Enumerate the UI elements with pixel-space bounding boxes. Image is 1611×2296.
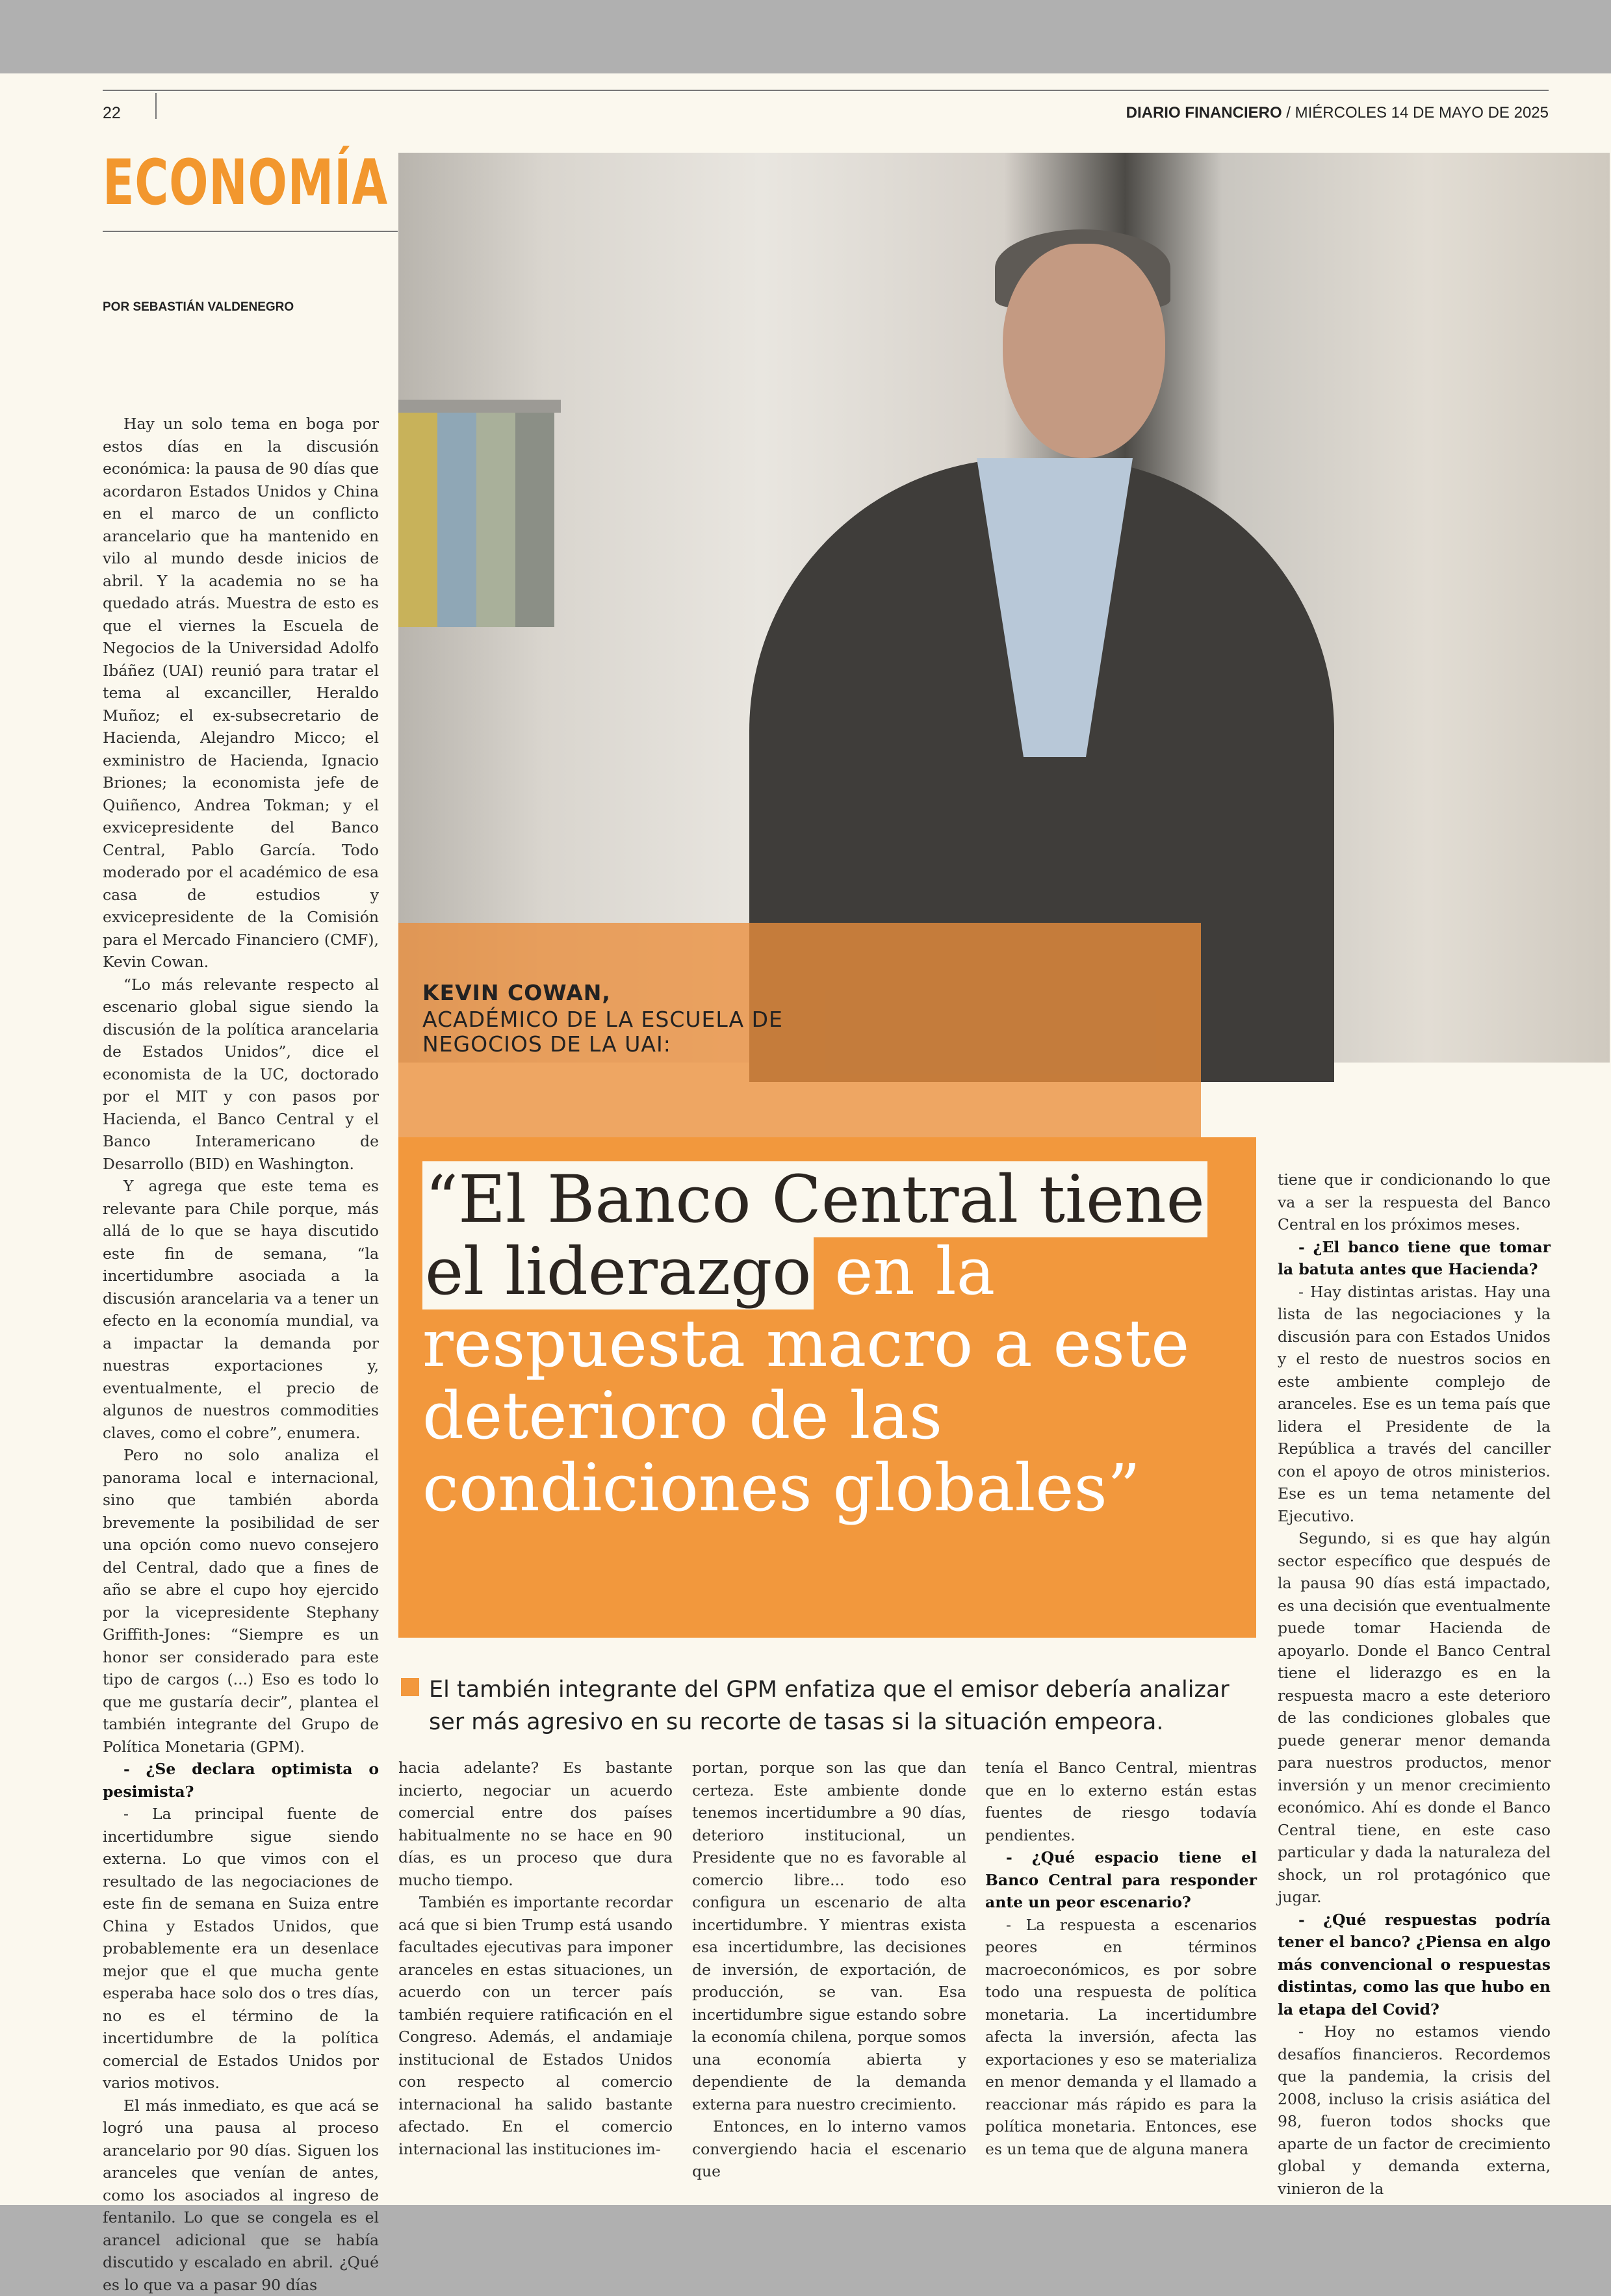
article-column-3 bbox=[692, 1757, 966, 2047]
article-column-1 bbox=[103, 413, 379, 2047]
interview-question: - ¿Qué respuestas podría tener el banco? ¿Piensa en algo más convencional o respuestas distintas, como las que hubo en la etapa del Covid? bbox=[1278, 1909, 1551, 2021]
interview-question: - ¿Qué espacio tiene el Banco Central para responder ante un peor escenario? bbox=[985, 1846, 1257, 1914]
article-paragraph: También es importante recordar acá que si bien Trump está usando facultades ejecutivas para imponer aranceles en estas situaciones, un acuerdo con un tercer país también requiere ratificación en el Congreso. Además, el andamiaje institucional de Estados Unidos con respecto al comercio internacional ha salido bastante afectado. En el comercio internacional las instituciones im- bbox=[398, 1891, 673, 2160]
article-paragraph: - Hay distintas aristas. Hay una lista de las negociaciones y la discusión para con Estados Unidos y el resto de nuestros socios en este ambiente complejo de aranceles. Ese es un tema país que lidera el Presidente de la República a través del canciller con el apoyo de otros ministerios. Ese es un tema netamente del Ejecutivo. bbox=[1278, 1281, 1551, 1528]
caption-name: KEVIN COWAN, bbox=[422, 980, 611, 1005]
article-column-4 bbox=[985, 1757, 1257, 2047]
article-paragraph: Pero no solo analiza el panorama local e internacional, sino que también aborda brevemente la posibilidad de ser una opción como nuevo consejero del Central, dado que a fines de año se abre el cupo hoy ejercido por la vicepresidente Stephany Griffith-Jones: “Siempre es un honor ser considerado para este tipo de cargos (...) Eso es todo lo que me gustaría decir”, plantea el también integrante del Grupo de Política Monetaria (GPM). bbox=[103, 1444, 379, 1758]
article-paragraph: hacia adelante? Es bastante incierto, negociar un acuerdo comercial entre dos países habitualmente no se hace en 90 días, es un proceso que dura mucho tiempo. bbox=[398, 1757, 673, 1891]
header-rule bbox=[103, 90, 1549, 91]
article-paragraph: tenía el Banco Central, mientras que en lo externo están estas fuentes de riesgo todavía pendientes. bbox=[985, 1757, 1257, 1846]
headline-rest: en la respuesta macro a este deterioro de las condiciones globales” bbox=[422, 1233, 1189, 1526]
page-number: 22 bbox=[103, 104, 121, 123]
caption-title: ACADÉMICO DE LA ESCUELA DE NEGOCIOS DE LA UAI: bbox=[422, 1007, 877, 1057]
article-paragraph: portan, porque son las que dan certeza. Este ambiente donde tenemos incertidumbre a 90 días, deterioro institucional, un Presidente que no es favorable al comercio libre... todo eso configura un escenario de alta incertidumbre. Y mientras exista esa incertidumbre, las decisiones de inversión, de exportación, de producción, se van. Esa incertidumbre sigue estando sobre la economía chilena, porque somos una economía abierta y dependiente de la demanda externa para nuestro crecimiento. bbox=[692, 1757, 966, 2115]
byline: POR SEBASTIÁN VALDENEGRO bbox=[103, 300, 294, 315]
section-rule bbox=[103, 231, 398, 232]
photo-face bbox=[1003, 244, 1165, 458]
article-paragraph: - La respuesta a escenarios peores en términos macroeconómicos, es por sobre todo una respuesta de política monetaria. La incertidumbre afecta la inversión, afecta las exportaciones y eso se materializa en menor demanda y el llamado a reaccionar más rápido es para la política monetaria. Entonces, ese es un tema que de alguna manera bbox=[985, 1914, 1257, 2161]
article-column-5 bbox=[1278, 1168, 1551, 2047]
subheadline-bullet bbox=[401, 1678, 419, 1696]
interview-question: - ¿Se declara optimista o pesimista? bbox=[103, 1758, 379, 1803]
masthead bbox=[1126, 104, 1549, 122]
article-paragraph: - Hoy no estamos viendo desafíos financieros. Recordemos que la pandemia, la crisis del 2008, incluso la crisis asiática del 98, fueron todos shocks que aparte de un factor de crecimiento global y demanda externa, vinieron de la bbox=[1278, 2020, 1551, 2200]
issue-date: / MIÉRCOLES 14 DE MAYO DE 2025 bbox=[1286, 104, 1549, 122]
article-paragraph: - La principal fuente de incertidumbre sigue siendo externa. Lo que vimos con el resultado de las negociaciones de este fin de semana en Suiza entre China y Estados Unidos, que probablemente era un desenlace mejor que el que mucha gente esperaba hace solo dos o tres días, no es el término de la incertidumbre de la política comercial de Estados Unidos por varios motivos. bbox=[103, 1803, 379, 2095]
photo-binders bbox=[398, 413, 554, 627]
article-paragraph: tiene que ir condicionando lo que va a ser la respuesta del Banco Central en los próximos meses. bbox=[1278, 1168, 1551, 1236]
headline bbox=[422, 1163, 1254, 1524]
article-paragraph: Hay un solo tema en boga por estos días en la discusión económica: la pausa de 90 días que acordaron Estados Unidos y China en el marco de un conflicto arancelario que ha mantenido en vilo al mundo desde inicios de abril. Y la academia no se ha quedado atrás. Muestra de esto es que el viernes la Escuela de Negocios de la Universidad Adolfo Ibáñez (UAI) reunió para tratar el tema al excanciller, Heraldo Muñoz; el ex-subsecretario de Hacienda, Alejandro Micco; el exministro de Hacienda, Ignacio Briones; la economista jefe de Quiñenco, Andrea Tokman; y el exvicepresidente del Banco Central, Pablo García. Todo moderado por el académico de esa casa de estudios y exvicepresidente de la Comisión para el Mercado Financiero (CMF), Kevin Cowan. bbox=[103, 413, 379, 974]
subheadline: El también integrante del GPM enfatiza que el emisor debería analizar ser más agresivo en su recorte de tasas si la situación empeora. bbox=[429, 1673, 1267, 1738]
headline-highlighted: “El Banco Central tiene el liderazgo bbox=[422, 1161, 1207, 1309]
header-divider bbox=[155, 93, 157, 119]
interview-question: - ¿El banco tiene que tomar la batuta antes que Hacienda? bbox=[1278, 1236, 1551, 1281]
article-paragraph: Entonces, en lo interno vamos convergiendo hacia el escenario que bbox=[692, 2115, 966, 2183]
newspaper-name: DIARIO FINANCIERO bbox=[1126, 104, 1282, 122]
article-paragraph: El más inmediato, es que acá se logró una pausa al proceso arancelario por 90 días. Siguen los aranceles que venían de antes, como los asociados al ingreso de fentanilo. Lo que se congela es el arancel adicional que se había discutido y escalado en abril. ¿Qué es lo que va a pasar 90 días bbox=[103, 2095, 379, 2296]
photo-shelf bbox=[398, 400, 561, 413]
article-paragraph: Segundo, si es que hay algún sector específico que después de la pausa 90 días está impactado, es una decisión que eventualmente puede tomar Hacienda de apoyarlo. Donde el Banco Central tiene el liderazgo es en la respuesta macro a este deterioro de las condiciones globales que puede generar menor demanda para nuestros productos, menor inversión y un menor crecimiento económico. Ahí es donde el Banco Central tiene, en este caso particular y dada la naturaleza del shock, un rol protagónico que jugar. bbox=[1278, 1527, 1551, 1909]
article-column-2 bbox=[398, 1757, 673, 2047]
article-paragraph: Y agrega que este tema es relevante para Chile porque, más allá de lo que se haya discutido este fin de semana, “la incertidumbre asociada a la discusión arancelaria va a tener un efecto en la economía mundial, va a impactar la demanda por nuestras exportaciones y, eventualmente, el precio de algunos de nuestros commodities claves, como el cobre”, enumera. bbox=[103, 1175, 379, 1444]
article-paragraph: “Lo más relevante respecto al escenario global sigue siendo la discusión de la política arancelaria de Estados Unidos”, dice el economista de la UC, doctorado por el MIT y con pasos por Hacienda, el Banco Central y el Banco Interamericano de Desarrollo (BID) en Washington. bbox=[103, 974, 379, 1176]
section-title: ECONOMÍA bbox=[103, 146, 388, 219]
